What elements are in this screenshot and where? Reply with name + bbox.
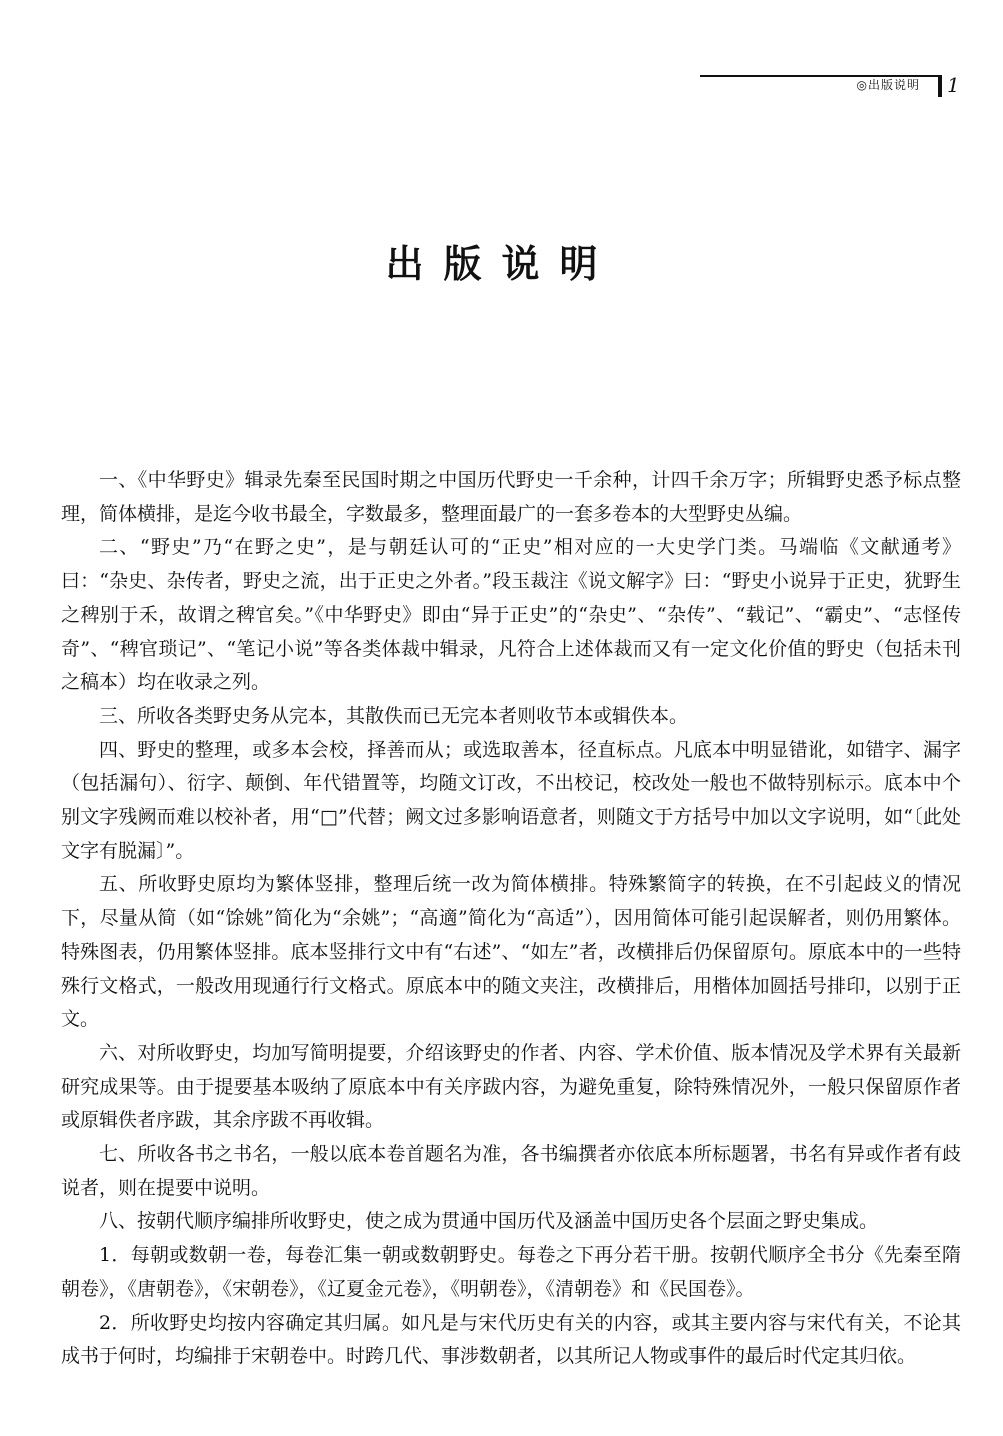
- paragraph-7: 七、所收各书之书名，一般以底本卷首题名为准，各书编撰者亦依底本所标题署，书名有异或作者有歧说者，则在提要中说明。: [61, 1143, 961, 1199]
- paragraph-1: 一、《中华野史》辑录先秦至民国时期之中国历代野史一千余种，计四千余万字；所辑野史悉予标点整理，简体横排，是迄今收书最全，字数最多，整理面最广的一套多卷本的大型野史丛编。: [61, 469, 961, 525]
- header-section-label: ◎出版说明: [856, 78, 920, 92]
- paragraph-8: 八、按朝代顺序编排所收野史，使之成为贯通中国历代及涵盖中国历史各个层面之野史集成。: [99, 1210, 879, 1233]
- page-title: 出版说明: [385, 242, 618, 287]
- running-header: [700, 70, 958, 100]
- paragraph-8-item-1: 1．每朝或数朝一卷，每卷汇集一朝或数朝野史。每卷之下再分若干册。按朝代顺序全书分《先秦至隋朝卷》，《唐朝卷》，《宋朝卷》，《辽夏金元卷》，《明朝卷》，《清朝卷》和《民国卷》。: [61, 1244, 961, 1300]
- paragraph-5: 五、所收野史原均为繁体竖排，整理后统一改为简体横排。特殊繁简字的转换，在不引起歧义的情况下，尽量从简（如“馀姚”简化为“余姚”；“高適”简化为“高适”），因用简体可能引起误解者，则仍用繁体。特殊图表，仍用繁体竖排。底本竖排行文中有“右述”、“如左”者，改横排后仍保留原句。原底本中的一些特殊行文格式，一般改用现通行行文格式。原底本中的随文夹注，改横排后，用楷体加圆括号排印，以别于正文。: [61, 873, 961, 1031]
- paragraph-8-item-2: 2．所收野史均按内容确定其归属。如凡是与宋代历史有关的内容，或其主要内容与宋代有关，不论其成书于何时，均编排于宋朝卷中。时跨几代、事涉数朝者，以其所记人物或事件的最后时代定其归依。: [61, 1311, 961, 1368]
- page-number: 1: [947, 73, 960, 97]
- header-bar: [938, 75, 942, 97]
- paragraph-6: 六、对所收野史，均加写简明提要，介绍该野史的作者、内容、学术价值、版本情况及学术界有关最新研究成果等。由于提要基本吸纳了原底本中有关序跋内容，为避免重复，除特殊情况外，一般只保留原作者或原辑佚者序跋，其余序跋不再收辑。: [61, 1041, 961, 1132]
- paragraph-3: 三、所收各类野史务从完本，其散佚而已无完本者则收节本或辑佚本。: [99, 704, 689, 727]
- paragraph-2: 二、“野史”乃“在野之史”，是与朝廷认可的“正史”相对应的一大史学门类。马端临《文献通考》曰：“杂史、杂传者，野史之流，出于正史之外者。”段玉裁注《说文解字》曰：“野史小说异于正史，犹野生之稗别于禾，故谓之稗官矣。”《中华野史》即由“异于正史”的“杂史”、“杂传”、“载记”、“霸史”、“志怪传奇”、“稗官琐记”、“笔记小说”等各类体裁中辑录，凡符合上述体裁而又有一定文化价值的野史（包括未刊之稿本）均在收录之列。: [61, 536, 961, 694]
- paragraph-4: 四、野史的整理，或多本会校，择善而从；或选取善本，径直标点。凡底本中明显错讹，如错字、漏字（包括漏句）、衍字、颠倒、年代错置等，均随文订改，不出校记，校改处一般也不做特别标示。底本中个别文字残阙而难以校补者，用“□”代替；阙文过多影响语意者，则随文于方括号中加以文字说明，如“〔此处文字有脱漏〕”。: [61, 738, 961, 862]
- body-text: [61, 464, 961, 1374]
